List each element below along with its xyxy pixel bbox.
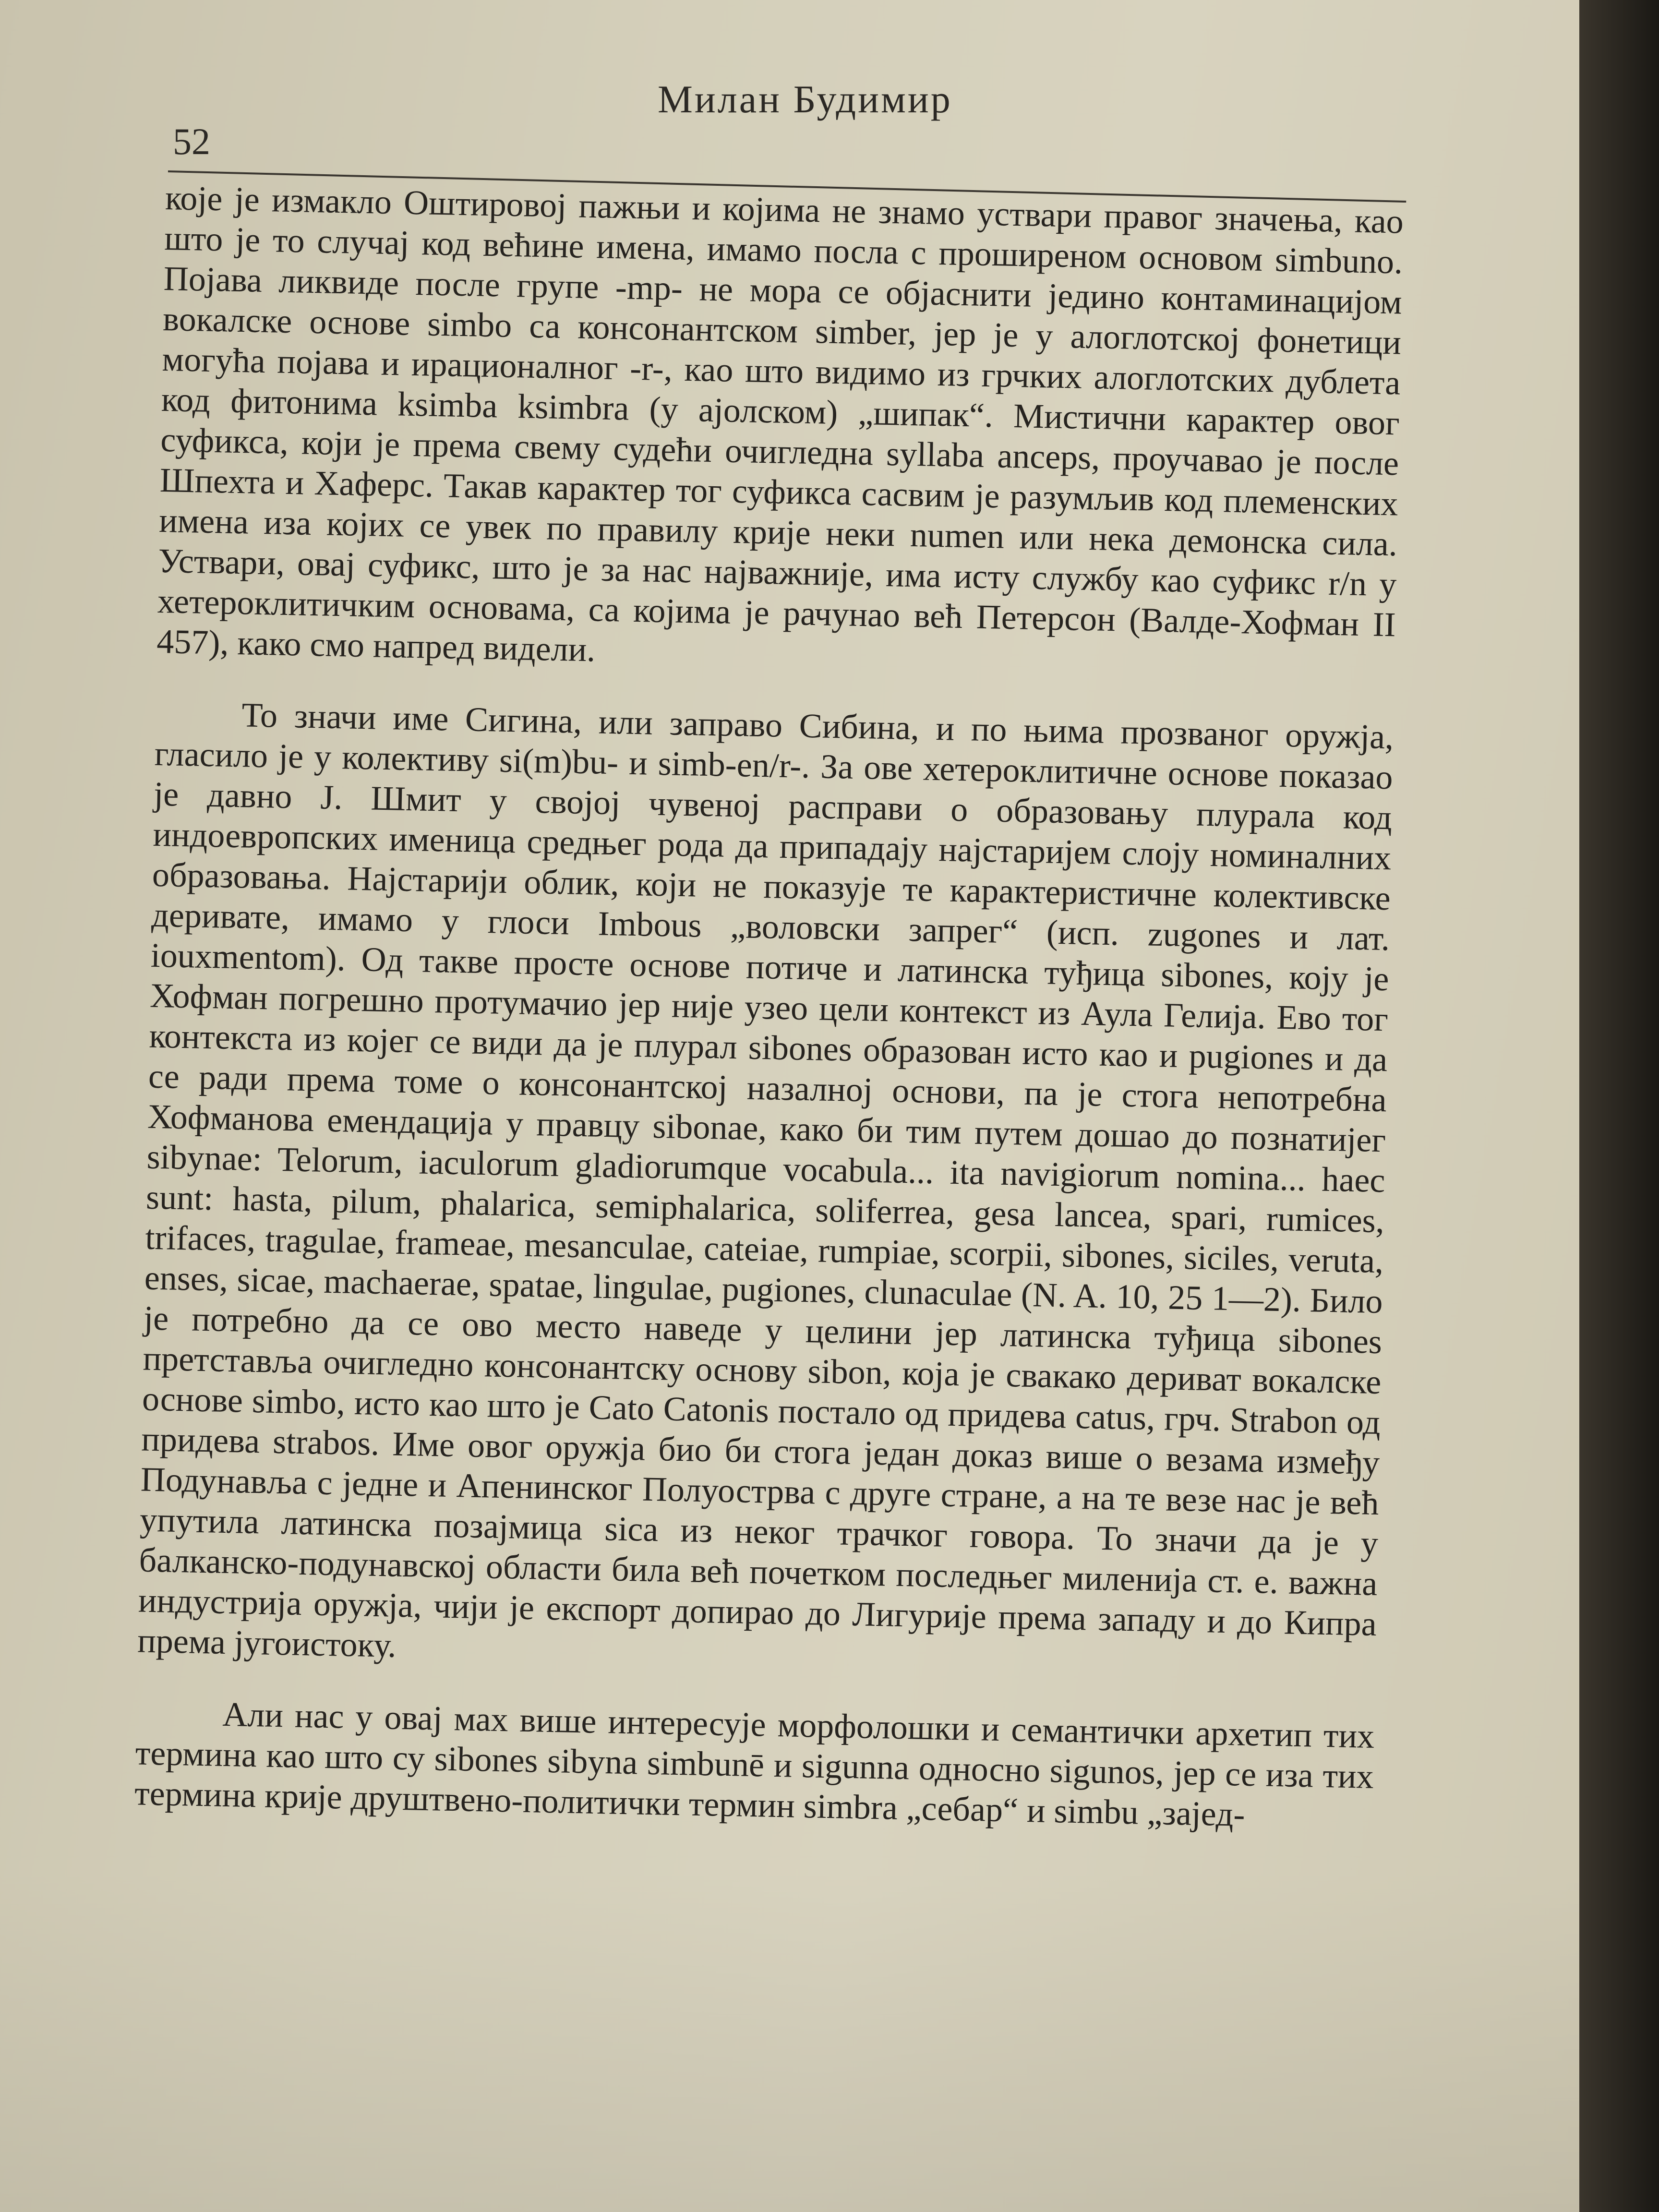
book-gutter-edge — [1579, 0, 1659, 2212]
running-head: Милан Будимир — [658, 77, 952, 121]
page-number: 52 — [173, 120, 210, 162]
page-shadow — [0, 1872, 1579, 2212]
paragraph-1: које је измакло Оштировој пажњи и којима не знамо уствари правог значења, као што је то случај код већине имена, имамо посла с проширеном основом simbuno. Појава ликвиде после групе -mp- не мора се објаснити једино контаминацијом вокалске основе simbo са консонантском simber, јер је у алоглотској фонетици могућа појава и ирационалног -r-, као што видимо из грчких алоглотских дублета код фитонима ksimba ksimbra (у ајолском) „шипак“. Мистични карактер овог суфикса, који је према свему судећи очигледна syllaba anceps, проучавао је после Шпехта и Хаферс. Такав карактер тог суфикса сасвим је разумљив код племенских имена иза којих се увек по правилу крије неки numen или нека демонска сила. Уствари, овај суфикс, што је за нас најважније, има исту службу као суфикс r/n у хетероклитичким основама, са којима је рачунао већ Петерсон (Валде-Хофман II 457), како смо напред видели. — [156, 178, 1404, 669]
page-header — [163, 67, 1411, 163]
body-text — [133, 178, 1404, 1869]
paragraph-2: То значи име Сигина, или заправо Сибина, и по њима прозваног оружја, гласило је у колективу si(m)bu- и simb-en/r-. За ове хетероклитичне основе показао је давно J. Шмит у својој чувеној расправи о образовању плурала код индоевропских именица средњег рода да припадају најстаријем слоју номиналних образовања. Најстарији облик, који не показује те карактеристичне колективске деривате, имамо у глоси Imbous „воловски запрег“ (исп. zugones и лат. iouxmentom). Од такве просте основе потиче и латинска туђица sibones, коју је Хофман погрешно протумачио јер није узео цели контекст из Аула Гелија. Ево тог контекста из којег се види да је плурал sibones образован исто као и pugiones и да се ради према томе о консонантској назалној основи, па је стога непотребна Хофманова емендација у правцу sibonae, како би тим путем дошао до познатијег sibynae: Telorum, iaculorum gladiorumque vocabula... ita navigiorum nomina... haec sunt: hasta, pilum, phalarica, semiphalarica, soliferrea, gesa lancea, spari, rumices, trifaces, tragulae, frameae, mesanculae, cateiae, rumpiae, scorpii, sibones, siciles, veruta, enses, sicae, machaerae, spatae, lingulae, pugiones, clunaculae (N. A. 10, 25 1—2). Било је потребно да се ово место наведе у целини јер латинска туђица sibones претставља очигледно консонантску основу sibon, која је свакако дериват вокалске основе simbo, исто као што је Cato Catonis постало од придева catus, грч. Strabon од придева strabos. Име овог оружја био би стога један доказ више о везама између Подунавља с једне и Апенинског Полуострва с друге стране, а на те везе нас је већ упутила латинска позајмица sica из неког трачког говора. То значи да је у балканско-подунавској области била већ почетком последњег миленија ст. е. важна индустрија оружја, чији је експорт допирао до Лигурије према западу и до Кипра према југоистоку. — [137, 696, 1394, 1665]
paragraph-3: Али нас у овај мах више интересује морфолошки и семантички архетип тих термина као што су sibones sibyna simbunē и sigunna односно sigunos, јер се иза тих термина крије друштвено-политички термин simbra „себар“ и simbu „зајед- — [134, 1695, 1375, 1834]
